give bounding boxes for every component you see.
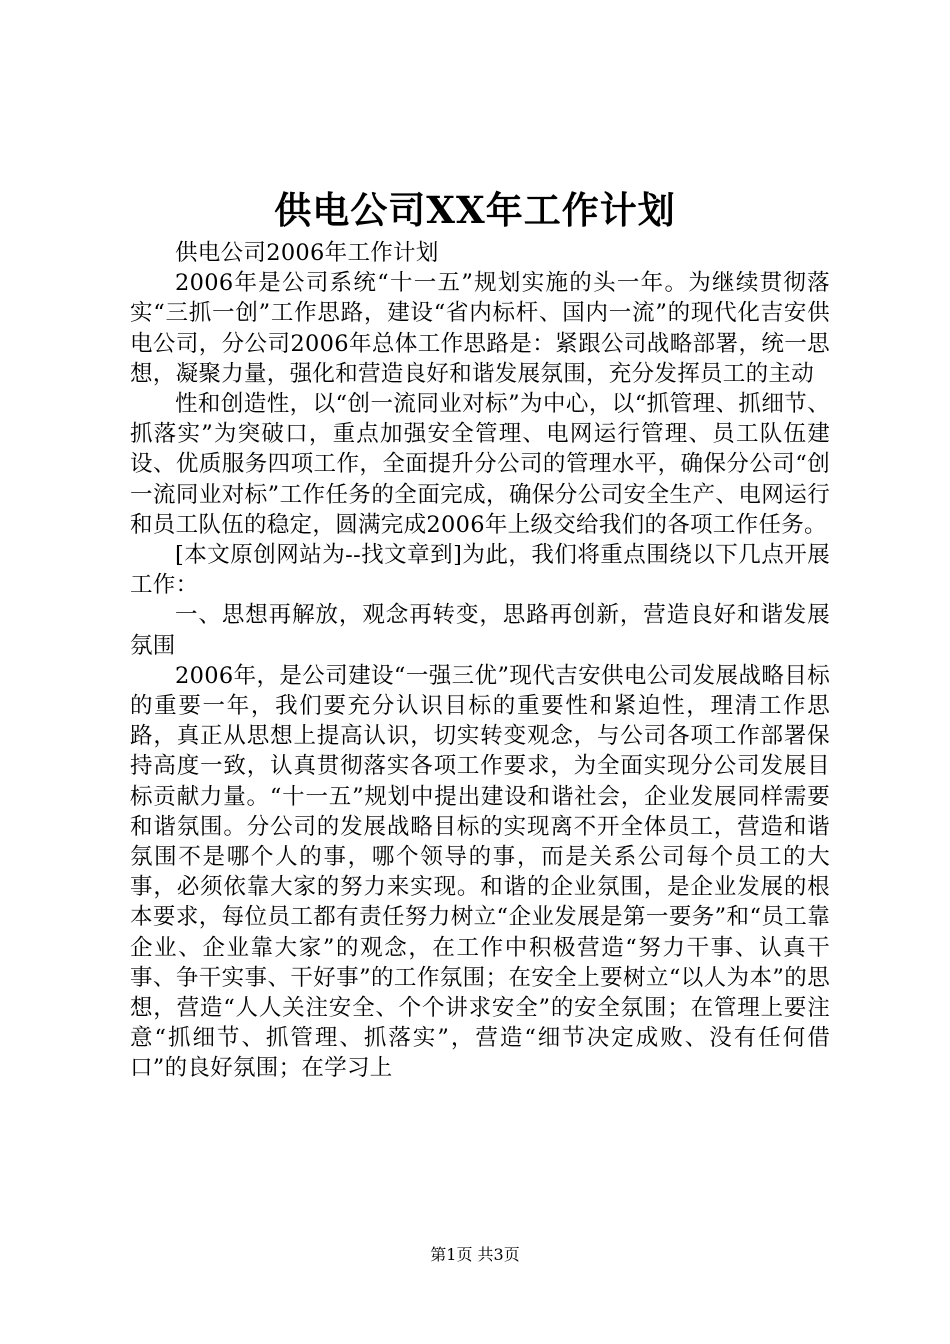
paragraph: 2006年，是公司建设“一强三优”现代吉安供电公司发展战略目标的重要一年，我们要充分认识目标的重要性和紧迫性，理清工作思路，真正从思想上提高认识，切实转变观念，与公司各项工作部署保持高度一致，认真贯彻落实各项工作要求，为全面实现分公司发展目标贡献力量。“十一五”规划中提出建设和谐社会，企业发展同样需要和谐氛围。分公司的发展战略目标的实现离不开全体员工，营造和谐氛围不是哪个人的事，哪个领导的事，而是关系公司每个员工的大事，必须依靠大家的努力来实现。和谐的企业氛围，是企业发展的根本要求，每位员工都有责任努力树立“企业发展是第一要务”和“员工靠企业、企业靠大家”的观念，在工作中积极营造“努力干事、认真干事、争干实事、干好事”的工作氛围；在安全上要树立“以人为本”的思想，营造“人人关注安全、个个讲求安全”的安全氛围；在管理上要注意“抓细节、抓管理、抓落实”，营造“细节决定成败、没有任何借口”的良好氛围；在学习上 [130,662,830,1082]
paragraph: 供电公司2006年工作计划 [175,240,439,266]
paragraph: [本文原创网站为--找文章到]为此，我们将重点围绕以下几点开展工作： [130,542,830,599]
document-title: 供电公司XX年工作计划 [274,188,676,232]
paragraph: 2006年是公司系统“十一五”规划实施的头一年。为继续贯彻落实“三抓一创”工作思路，建设“省内标杆、国内一流”的现代化吉安供电公司，分公司2006年总体工作思路是：紧跟公司战略部署，统一思想，凝聚力量，强化和营造良好和谐发展氛围，充分发挥员工的主动 [130,270,830,387]
paragraph: 一、思想再解放，观念再转变，思路再创新，营造良好和谐发展氛围 [130,602,830,659]
document-body [130,238,830,1084]
paragraph: 性和创造性，以“创一流同业对标”为中心，以“抓管理、抓细节、抓落实”为突破口，重点加强安全管理、电网运行管理、员工队伍建设、优质服务四项工作，全面提升分公司的管理水平，确保分公司“创一流同业对标”工作任务的全面完成，确保分公司安全生产、电网运行和员工队伍的稳定，圆满完成2006年上级交给我们的各项工作任务。 [130,391,830,538]
page-footer: 第1页 共3页 [430,1245,520,1264]
